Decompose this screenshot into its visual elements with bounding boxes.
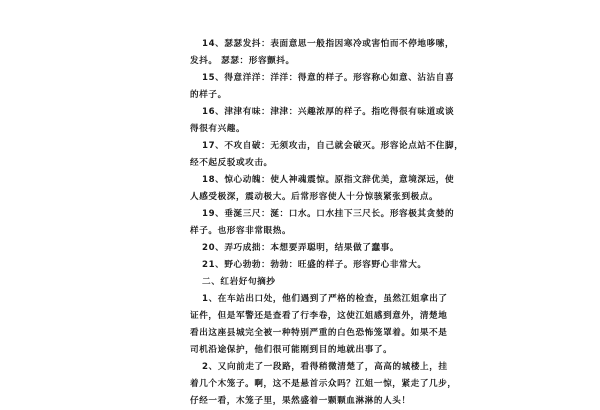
text-line: 21、野心勃勃：勃勃：旺盛的样子。形容野心非常大。 [202, 260, 427, 270]
vocab-entry-20 [190, 240, 400, 257]
text-line: 着几个木笼子。啊，这不是悬首示众吗？江姐一惊，紧走了几步， [190, 379, 457, 389]
text-line: 2、又向前走了一段路，看得稍微清楚了，高高的城楼上，挂 [202, 362, 448, 372]
text-line: 仔经一看，木笼子里，果然盛着一颗颗血淋淋的人头！ [190, 396, 411, 406]
text-line: 得很有兴趣。 [190, 124, 246, 134]
text-line: 经不起反驳或攻击。 [190, 158, 273, 168]
text-line: 1、在车站出口处，他们遇到了严格的检查，虽然江姐拿出了 [202, 294, 448, 304]
quote-paragraph-1 [190, 291, 448, 359]
text-line: 看出这座县城完全被一种特别严重的白色恐怖笼罩着。如果不是 [190, 328, 448, 338]
text-line: 20、弄巧成拙：本想要弄聪明，结果做了蠢事。 [202, 243, 400, 253]
vocab-entry-16 [190, 104, 455, 138]
text-line: 的样子。 [190, 90, 227, 100]
text-line: 17、不攻自破：无须攻击，自己就会破灭。形容论点站不住脚， [202, 141, 464, 151]
text-line: 18、惊心动魄：使人神魂震惊。原指文辞优美，意境深远，使 [202, 175, 455, 185]
text-line: 证件，但是军警还是查看了行李卷，这使江姐感到意外，清楚地 [190, 311, 448, 321]
text-line: 15、得意洋洋：洋洋：得意的样子。形容称心如意、沾沾自喜 [202, 73, 455, 83]
text-line: 样子。也形容非常眼热。 [190, 226, 292, 236]
section-heading: 二、红岩好句摘抄 [202, 277, 276, 287]
vocab-entry-17 [190, 138, 464, 172]
vocab-entry-18 [190, 172, 455, 206]
vocab-entry-19 [190, 206, 455, 240]
quote-paragraph-2 [190, 359, 457, 410]
text-line: 19、垂涎三尺：涎：口水。口水挂下三尺长。形容极其贪婪的 [202, 209, 455, 219]
text-line: 16、津津有味：津津：兴趣浓厚的样子。指吃得很有味道或谈 [202, 107, 455, 117]
text-line: 人感受极深，震动极大。后常形容使人十分惊骇紧张到极点。 [190, 192, 439, 202]
text-line: 司机沿途保护，他们很可能刚到目的地就出事了。 [190, 345, 393, 355]
text-line: 发抖。 瑟瑟：形容颤抖。 [190, 56, 295, 66]
vocab-entry-14 [190, 36, 455, 70]
vocab-entry-21 [190, 257, 427, 274]
text-line: 14、瑟瑟发抖：表面意思一般指因寒冷或害怕而不停地哆嗦， [202, 39, 455, 49]
vocab-entry-15 [190, 70, 455, 104]
